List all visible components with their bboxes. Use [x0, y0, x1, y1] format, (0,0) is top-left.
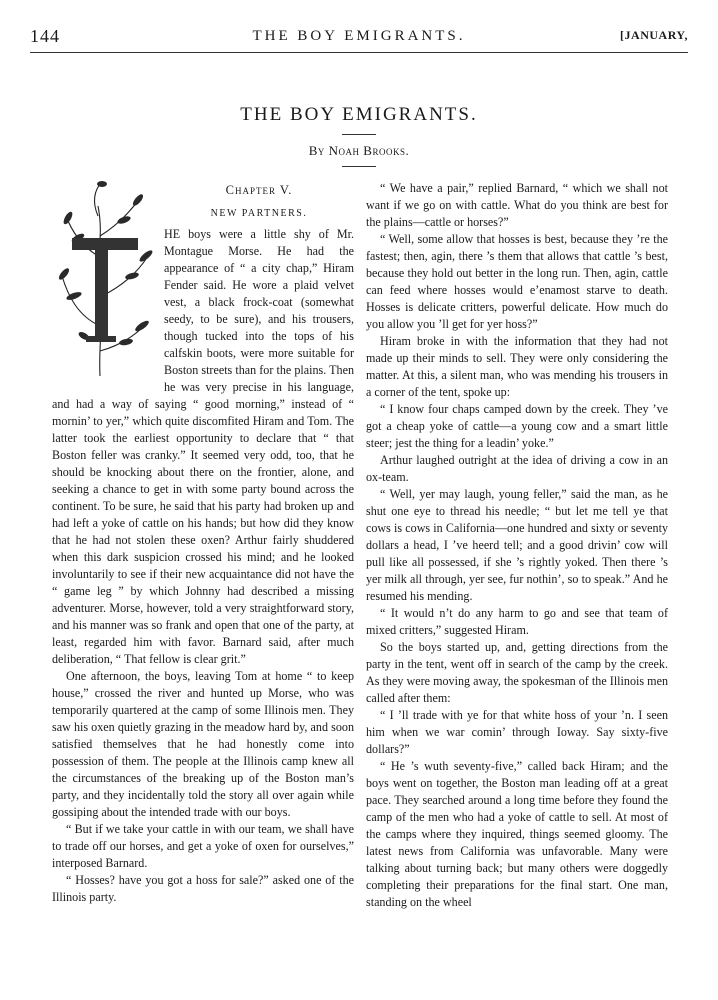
title-rule	[342, 134, 376, 135]
article-title: THE BOY EMIGRANTS.	[240, 104, 478, 125]
drop-cap-letter: T	[104, 298, 112, 309]
floral-ornament-icon	[48, 176, 158, 384]
paragraph: HE boys were a little shy of Mr. Montague Morse. He had the appearance of “ a city chap,” Hiram Fender said. He wore a plaid velvet vest, a black frock-coat (somewhat seedy, to be sure), and his trousers, though tucked into the tops of his calfskin boots, were more suitable for Boston streets than for the plains. Then he was very precise in his language, and had a way of saying “ good morning,” instead of “ mornin’ to yer,” which quite discomfited Hiram and Tom. The latter took the earliest opportunity to declare that “ that Boston feller was cranky.” It seemed very odd, too, that he should be knocking about there on the frontier, alone, and seeking a chance to get in with some party bound across the continent. To be sure, he said that his party had broken up and had left a yoke of cattle on his hands; but how did they know that he had not stolen these oxen? Arthur fairly shuddered when this dark suspicion crossed his mind; and he looked involuntarily to see if their new acquaintance did not have the “ game leg ” by which Johnny had described a missing adventurer. Morse, however, told a very straightforward story, and his manner was so frank and open that one of the party, at least, regarded him with favor. Barnard said, after much deliberation, “ That fellow is clear grit.”	[52, 227, 354, 666]
paragraph: “ Well, some allow that hosses is best, because they ’re the fastest; then, agin, there ’s them that allows that cattle ’s best, because they hold out better in the long run. Then, agin, cattle can feed where hosses would e’enamost starve to death. Hosses is delicate critters, powerful delicate. How much do you allow you ’ll get for yer hoss?”	[366, 232, 668, 331]
right-column	[366, 180, 668, 911]
drop-cap-ornament	[48, 176, 158, 384]
chapter-heading: Chapter V.	[225, 183, 293, 197]
paragraph: “ Well, yer may laugh, young feller,” said the man, as he shut one eye to thread his needle; “ but let me tell ye that cows is cows in California—one hundred and sixty or seventy dollars a head, I ’ve heerd tell; and a good drivin’ cow will pull like all possessed, if she ’s rightly yoked. Then there ’s yer milk all through, yer see, fur nothin’, so to speak.” And he resumed his mending.	[366, 487, 668, 603]
paragraph: So the boys started up, and, getting directions from the party in the tent, went off in search of the camp by the creek. As they were moving away, the spokesman of the Illinois men called after them:	[366, 640, 668, 705]
header-rule	[30, 52, 688, 53]
byline-rule	[342, 166, 376, 167]
paragraph: “ We have a pair,” replied Barnard, “ which we shall not want if we go on with cattle. What do you think are best for the plains—cattle or horses?”	[366, 181, 668, 229]
running-title: THE BOY EMIGRANTS.	[252, 28, 466, 44]
paragraph: “ He ’s wuth seventy-five,” called back Hiram; and the boys went on together, the Boston man leading off at a great pace. They searched around a long time before they found the camp of the men who had a yoke of cattle to sell. At most of the camps where they inquired, things seemed gloomy. The latest news from California was unfavorable. Many were talking about turning back; but many others were doggedly completing their preparations for the final start. One man, standing on the wheel	[366, 759, 668, 909]
page-number: 144	[30, 26, 60, 46]
left-column	[52, 180, 354, 906]
chapter-subheading: NEW PARTNERS.	[210, 208, 308, 219]
paragraph: Hiram broke in with the information that they had not made up their minds to sell. They were only considering the matter. At this, a silent man, who was mending his trousers in a corner of the tent, spoke up:	[366, 334, 668, 399]
byline: By Noah Brooks.	[308, 143, 410, 158]
running-header	[30, 24, 688, 50]
paragraph: “ But if we take your cattle in with our team, we shall have to trade off our horses, and get a yoke of oxen for ourselves,” interposed Barnard.	[52, 822, 354, 870]
paragraph: “ I ’ll trade with ye for that white hoss of your ’n. I seen him when we war comin’ through Ioway. Say sixty-five dollars?”	[366, 708, 668, 756]
paragraph: “ It would n’t do any harm to go and see that team of mixed critters,” suggested Hiram.	[366, 606, 668, 637]
paragraph: “ Hosses? have you got a hoss for sale?” asked one of the Illinois party.	[52, 873, 354, 904]
paragraph: “ I know four chaps camped down by the creek. They ’ve got a cheap yoke of cattle—a young cow and a smart little steer; jest the thing for a leadin’ yoke.”	[366, 402, 668, 450]
issue-month: [JANUARY,	[620, 28, 688, 42]
paragraph: Arthur laughed outright at the idea of driving a cow in an ox-team.	[366, 453, 668, 484]
paragraph: One afternoon, the boys, leaving Tom at home “ to keep house,” crossed the river and hunted up Morse, who was temporarily quartered at the camp of some Illinois men. They saw his oxen quietly grazing in the meadow hard by, and soon satisfied themselves that he had honestly come into possession of them. The people at the Illinois camp knew all the circumstances of the breaking up of the Boston man’s party, and they incidentally told the story all over again while gossiping about the intended trade with our boys.	[52, 669, 354, 819]
